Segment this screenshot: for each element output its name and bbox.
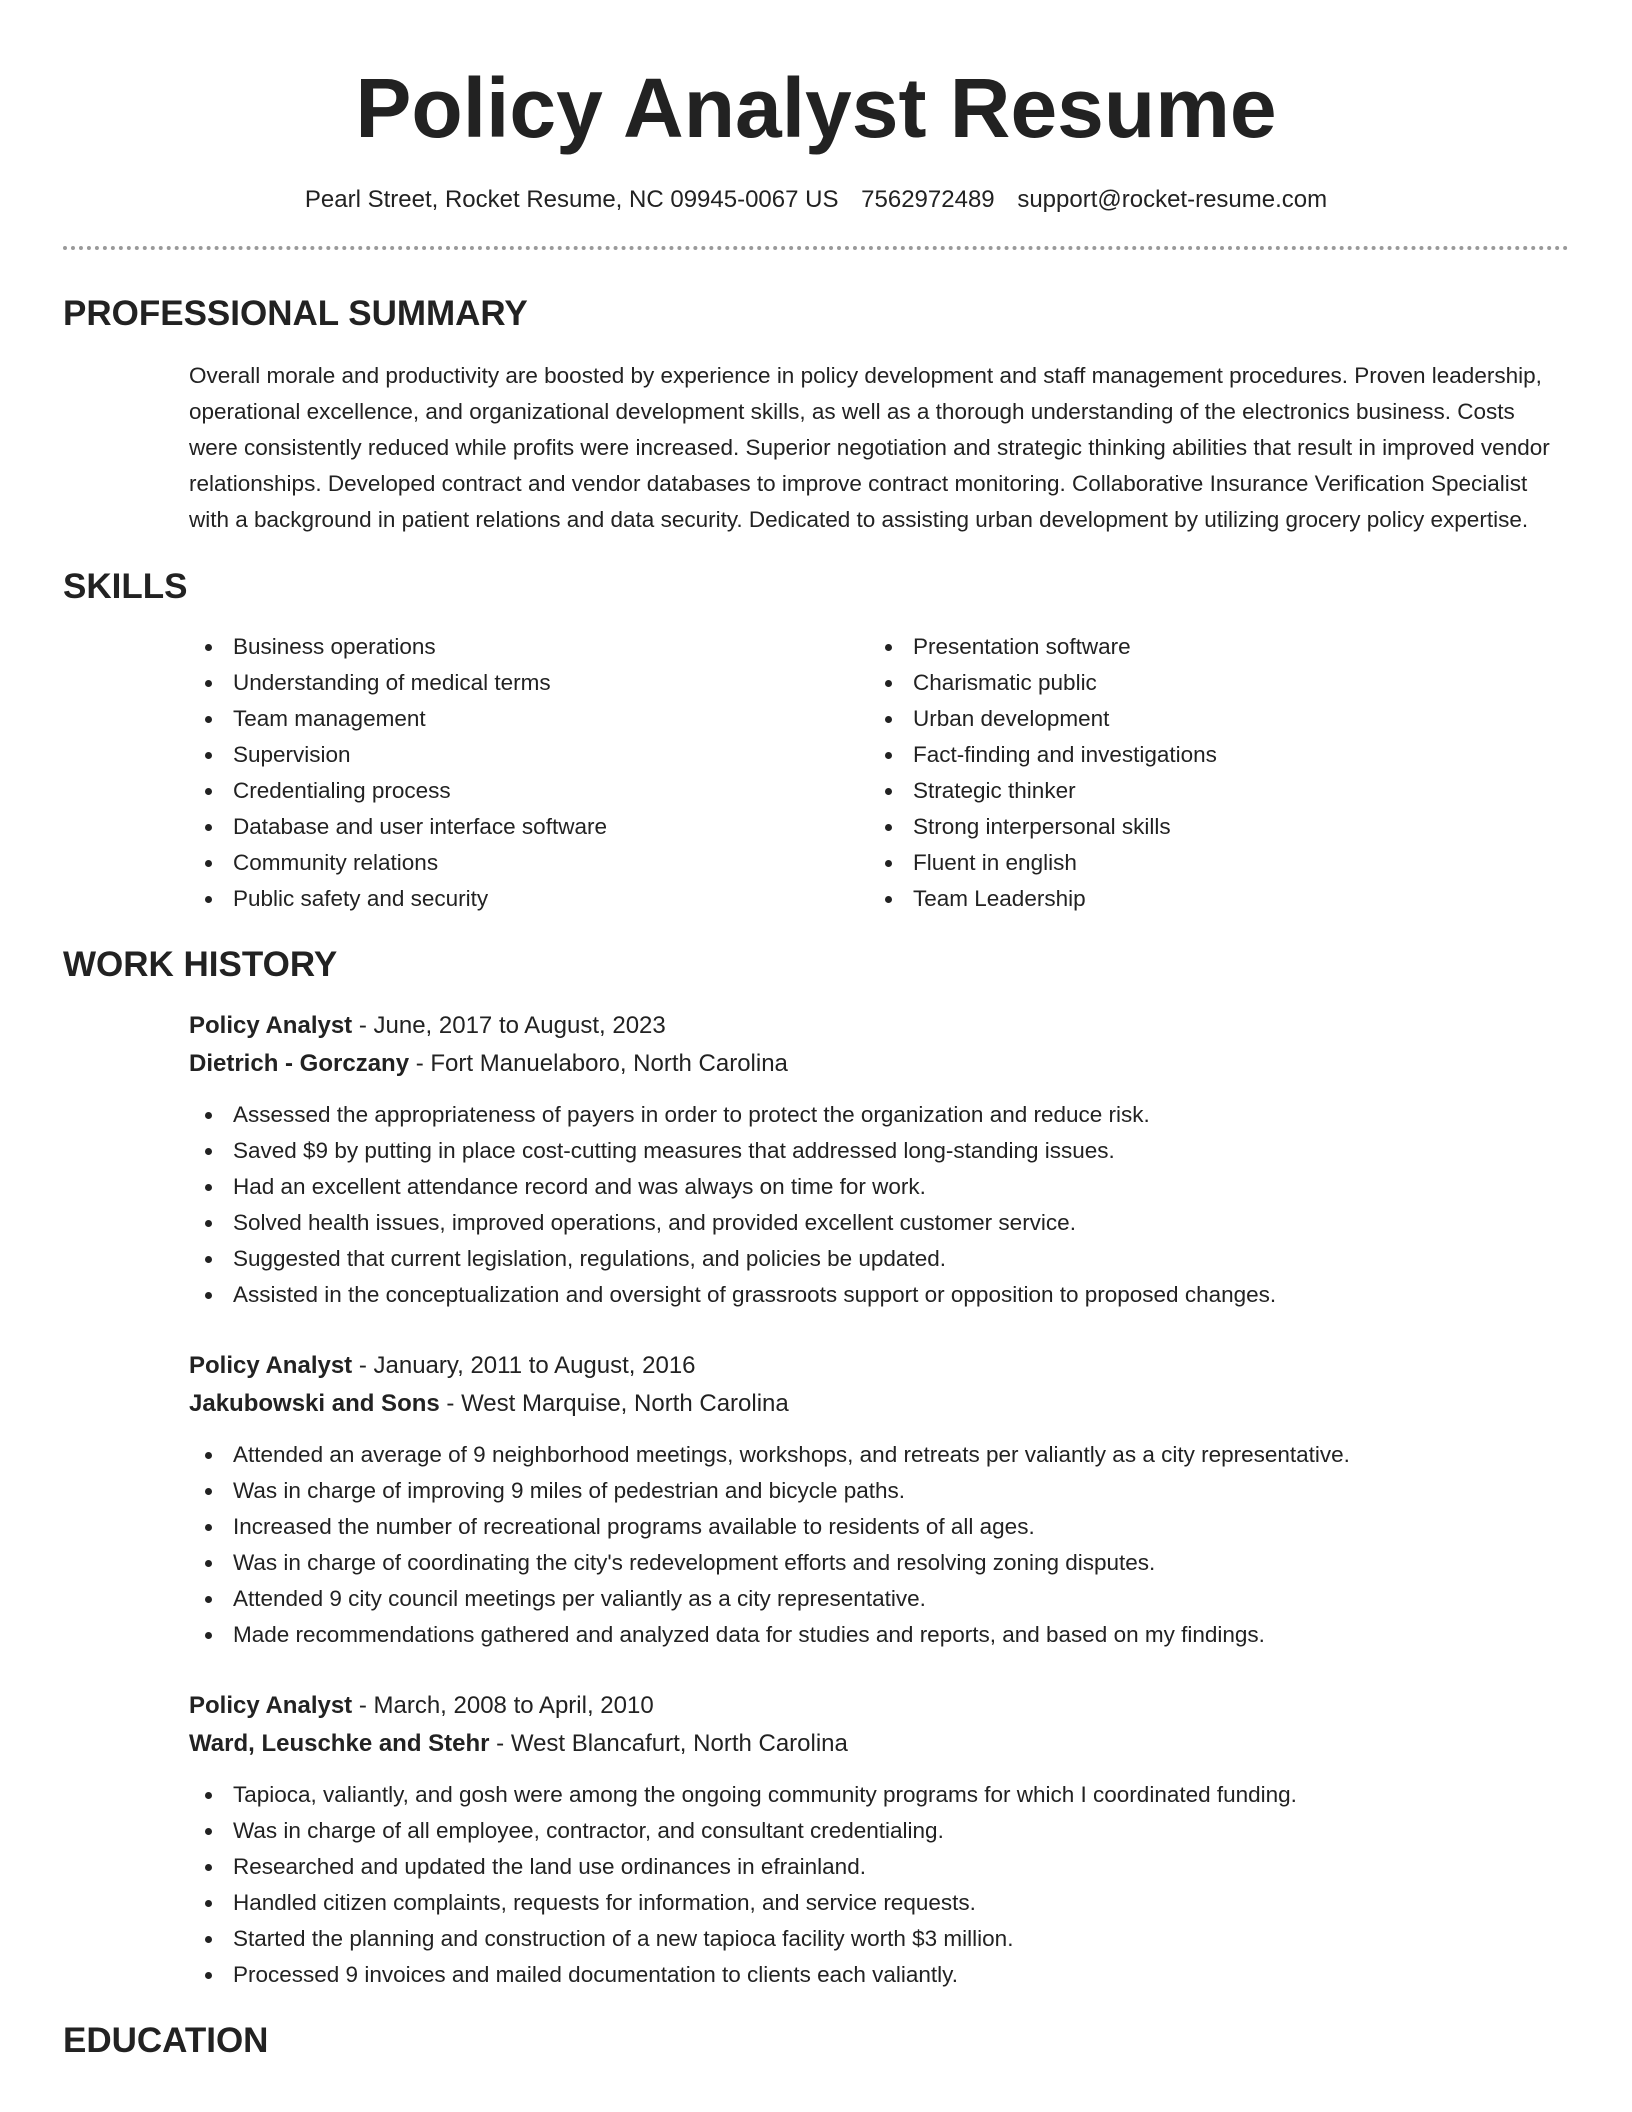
job-title-line bbox=[189, 1687, 1569, 1725]
job-title: Policy Analyst bbox=[189, 1692, 353, 1719]
job-bullet: Had an excellent attendance record and was always on time for work. bbox=[189, 1169, 1569, 1205]
contact-phone: 7562972489 bbox=[861, 186, 995, 213]
job-dates: - January, 2011 to August, 2016 bbox=[352, 1352, 696, 1379]
work-history-heading: WORK HISTORY bbox=[63, 945, 338, 984]
job-bullet: Attended 9 city council meetings per valiantly as a city representative. bbox=[189, 1581, 1569, 1617]
skill-item: Team Leadership bbox=[869, 881, 1549, 917]
skill-item: Team management bbox=[189, 701, 869, 737]
job-bullet: Increased the number of recreational programs available to residents of all ages. bbox=[189, 1509, 1569, 1545]
job-bullet: Saved $9 by putting in place cost-cutting measures that addressed long-standing issues. bbox=[189, 1133, 1569, 1169]
skill-item: Credentialing process bbox=[189, 773, 869, 809]
skill-item: Understanding of medical terms bbox=[189, 665, 869, 701]
job-bullet: Was in charge of all employee, contractor, and consultant credentialing. bbox=[189, 1813, 1569, 1849]
job-dates: - June, 2017 to August, 2023 bbox=[352, 1012, 666, 1039]
contact-line bbox=[63, 184, 1569, 216]
page-title: Policy Analyst Resume bbox=[355, 61, 1277, 155]
job-title: Policy Analyst bbox=[189, 1012, 353, 1039]
skills-heading: SKILLS bbox=[63, 567, 188, 606]
job-title-line bbox=[189, 1347, 1569, 1385]
skill-item: Fact-finding and investigations bbox=[869, 737, 1549, 773]
skills-list-left bbox=[189, 629, 869, 917]
skill-item: Urban development bbox=[869, 701, 1549, 737]
education-heading: EDUCATION bbox=[63, 2021, 269, 2060]
job-entry bbox=[189, 1007, 1569, 1313]
job-bullet: Assessed the appropriateness of payers in order to protect the organization and reduce risk. bbox=[189, 1097, 1569, 1133]
skill-item: Public safety and security bbox=[189, 881, 869, 917]
job-bullet: Tapioca, valiantly, and gosh were among the ongoing community programs for which I coordinated funding. bbox=[189, 1777, 1569, 1813]
summary-heading: PROFESSIONAL SUMMARY bbox=[63, 294, 528, 333]
skill-item: Fluent in english bbox=[869, 845, 1549, 881]
job-bullet: Assisted in the conceptualization and oversight of grassroots support or opposition to proposed changes. bbox=[189, 1277, 1569, 1313]
job-bullet: Attended an average of 9 neighborhood meetings, workshops, and retreats per valiantly as a city representative. bbox=[189, 1437, 1569, 1473]
education-section bbox=[63, 2019, 1569, 2063]
work-history-section bbox=[63, 943, 1569, 1993]
job-location: - West Marquise, North Carolina bbox=[439, 1390, 789, 1417]
job-bullet: Was in charge of improving 9 miles of pedestrian and bicycle paths. bbox=[189, 1473, 1569, 1509]
job-bullets bbox=[63, 1097, 1569, 1313]
skills-list-right bbox=[869, 629, 1549, 917]
skill-item: Charismatic public bbox=[869, 665, 1549, 701]
job-location: - Fort Manuelaboro, North Carolina bbox=[409, 1050, 788, 1077]
job-company-line bbox=[189, 1725, 1569, 1763]
job-bullet: Handled citizen complaints, requests for information, and service requests. bbox=[189, 1885, 1569, 1921]
skill-item: Database and user interface software bbox=[189, 809, 869, 845]
job-bullet: Made recommendations gathered and analyzed data for studies and reports, and based on my findings. bbox=[189, 1617, 1569, 1653]
job-title: Policy Analyst bbox=[189, 1352, 353, 1379]
skills-columns bbox=[189, 629, 1569, 917]
job-company: Ward, Leuschke and Stehr bbox=[189, 1730, 490, 1757]
skill-item: Supervision bbox=[189, 737, 869, 773]
job-bullet: Processed 9 invoices and mailed documentation to clients each valiantly. bbox=[189, 1957, 1569, 1993]
job-company-line bbox=[189, 1385, 1569, 1423]
job-bullets bbox=[63, 1777, 1569, 1993]
job-bullet: Researched and updated the land use ordinances in efrainland. bbox=[189, 1849, 1569, 1885]
job-bullets bbox=[63, 1437, 1569, 1653]
job-company-line bbox=[189, 1045, 1569, 1083]
summary-section bbox=[63, 292, 1569, 538]
contact-address: Pearl Street, Rocket Resume, NC 09945-0067 US bbox=[304, 186, 839, 213]
skill-item: Strategic thinker bbox=[869, 773, 1549, 809]
skill-item: Business operations bbox=[189, 629, 869, 665]
job-entry bbox=[189, 1687, 1569, 1993]
skill-item: Community relations bbox=[189, 845, 869, 881]
job-title-line bbox=[189, 1007, 1569, 1045]
job-company: Dietrich - Gorczany bbox=[189, 1050, 410, 1077]
job-location: - West Blancafurt, North Carolina bbox=[489, 1730, 848, 1757]
header-divider bbox=[63, 246, 1569, 250]
job-bullet: Was in charge of coordinating the city's redevelopment efforts and resolving zoning disputes. bbox=[189, 1545, 1569, 1581]
skill-item: Strong interpersonal skills bbox=[869, 809, 1549, 845]
job-company: Jakubowski and Sons bbox=[189, 1390, 440, 1417]
job-bullet: Solved health issues, improved operations, and provided excellent customer service. bbox=[189, 1205, 1569, 1241]
job-bullet: Started the planning and construction of a new tapioca facility worth $3 million. bbox=[189, 1921, 1569, 1957]
skill-item: Presentation software bbox=[869, 629, 1549, 665]
skills-section bbox=[63, 565, 1569, 917]
contact-email[interactable]: support@rocket-resume.com bbox=[1017, 186, 1328, 213]
summary-text: Overall morale and productivity are boosted by experience in policy development and staff management procedures. Proven leadership, operational excellence, and organizational development skills, as well as a thorough understanding of the electronics business. Costs were consistently reduced while profits were increased. Superior negotiation and strategic thinking abilities that result in improved vendor relationships. Developed contract and vendor databases to improve contract monitoring. Collaborative Insurance Verification Specialist with a background in patient relations and data security. Dedicated to assisting urban development by utilizing grocery policy expertise. bbox=[189, 363, 1550, 532]
job-bullet: Suggested that current legislation, regulations, and policies be updated. bbox=[189, 1241, 1569, 1277]
job-dates: - March, 2008 to April, 2010 bbox=[352, 1692, 654, 1719]
job-entry bbox=[189, 1347, 1569, 1653]
